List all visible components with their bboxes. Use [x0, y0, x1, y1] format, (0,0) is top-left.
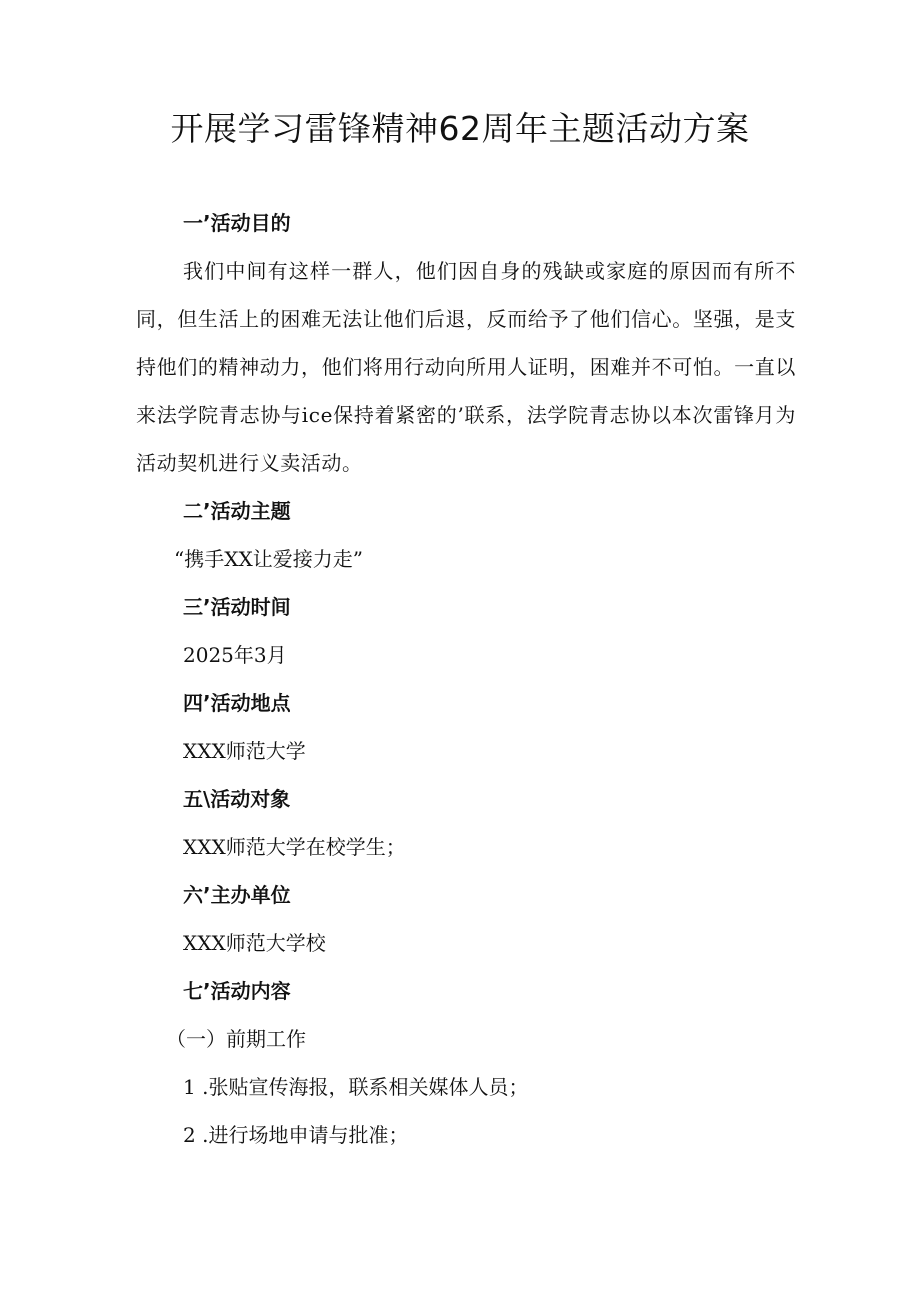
section-body-time: 2025年3月 [183, 643, 287, 667]
section-heading-content: 七’活动内容 [183, 979, 291, 1003]
section-heading-purpose: 一’活动目的 [183, 211, 291, 235]
section-subheading-preparation: （一）前期工作 [166, 1027, 306, 1051]
section-heading-time: 三’活动时间 [183, 595, 291, 619]
section-body-organizer: XXX师范大学校 [183, 931, 326, 955]
section-body-purpose: 我们中间有这样一群人，他们因自身的残缺或家庭的原因而有所不同，但生活上的困难无法让他们后退，反而给予了他们信心。坚强，是支持他们的精神动力，他们将用行动向所用人证明，困难并不可怕。一直以来法学院青志协与ice保持着紧密的’联系，法学院青志协以本次雷锋月为活动契机进行义卖活动。 [136, 259, 796, 475]
section-heading-audience: 五\活动对象 [183, 787, 291, 811]
section-heading-organizer: 六’主办单位 [183, 883, 291, 907]
document-body [136, 199, 796, 1159]
section-heading-theme: 二’活动主题 [183, 499, 291, 523]
section-body-place: XXX师范大学 [183, 739, 306, 763]
list-item: 1 .张贴宣传海报，联系相关媒体人员； [183, 1075, 529, 1099]
section-body-theme: “携手XX让爱接力走” [174, 547, 363, 571]
document-title: 开展学习雷锋精神62周年主题活动方案 [170, 109, 750, 148]
list-item: 2 .进行场地申请与批准； [183, 1123, 409, 1147]
section-body-audience: XXX师范大学在校学生； [183, 835, 406, 859]
section-heading-place: 四’活动地点 [183, 691, 291, 715]
